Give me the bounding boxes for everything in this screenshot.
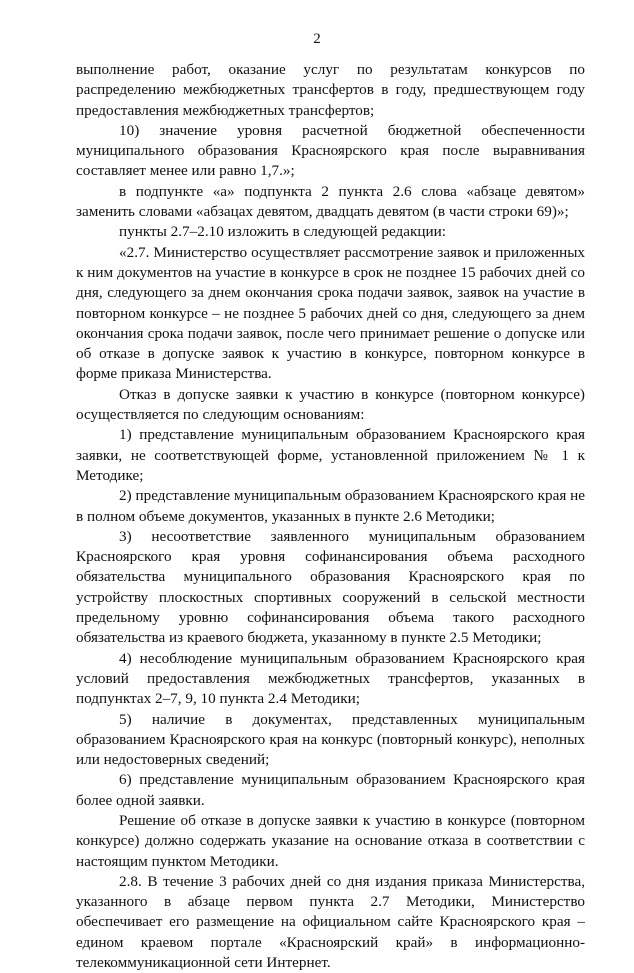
paragraph-2-8: 2.8. В течение 3 рабочих дней со дня издания приказа Министерства, указанного в абзаце первом пункта 2.7 Методики, Министерство обеспечивает его размещение на официальном сайте Красноярского края – едином краевом портале «Красноярский край» в информационно-телекоммуникационной сети Интернет. [76,872,585,972]
paragraph-ground-3: 3) несоответствие заявленного муниципальным образованием Красноярского края уровня софинансирования объема расходного обязательства муниципального образования Красноярского края по устройству плоскостных спортивных сооружений в сельской местности предельному уровню софинансирования объема такого расходного обязательства из краевого бюджета, указанному в пункте 2.5 Методики; [76,527,585,647]
paragraph-subpoint-a: в подпункте «а» подпункта 2 пункта 2.6 слова «абзаце девятом» заменить словами «абзацах девятом, двадцать девятом (в части строки 69)»; [76,182,585,221]
paragraph-ground-5: 5) наличие в документах, представленных муниципальным образованием Красноярского края на конкурс (повторный конкурс), неполных или недостоверных сведений; [76,710,585,769]
paragraph-refusal-decision: Решение об отказе в допуске заявки к участию в конкурсе (повторном конкурсе) должно содержать указание на основание отказа в соответствии с настоящим пунктом Методики. [76,811,585,870]
paragraph-continuation: выполнение работ, оказание услуг по результатам конкурсов по распределению межбюджетных трансфертов в году, предшествующем году предоставления межбюджетных трансфертов; [76,61,585,119]
paragraph-2-7: «2.7. Министерство осуществляет рассмотрение заявок и приложенных к ним документов на участие в конкурсе в срок не позднее 15 рабочих дней со дня, следующего за днем окончания срока подачи заявок, заявок на участие в повторном конкурсе – не позднее 5 рабочих дней со дня, следующего за днем окончания срока подачи заявок, после чего принимает решение о допуске или об отказе в допуске заявок к участию в конкурсе, повторном конкурсе в форме приказа Министерства. [76,243,585,383]
paragraph-points-intro: пункты 2.7–2.10 изложить в следующей редакции: [119,223,446,241]
paragraph-refusal-grounds: Отказ в допуске заявки к участию в конкурсе (повторном конкурсе) осуществляется по следующим основаниям: [76,385,585,424]
paragraph-ground-1: 1) представление муниципальным образованием Красноярского края заявки, не соответствующей форме, установленной приложением № 1 к Методике; [76,426,585,484]
paragraph-item-10: 10) значение уровня расчетной бюджетной обеспеченности муниципального образования Красноярского края после выравнивания составляет менее или равно 1,7.»; [76,121,585,180]
paragraph-ground-4: 4) несоблюдение муниципальным образованием Красноярского края условий предоставления межбюджетных трансфертов, указанных в подпунктах 2–7, 9, 10 пункта 2.4 Методики; [76,649,585,708]
page-number: 2 [313,31,321,47]
paragraph-ground-6: 6) представление муниципальным образованием Красноярского края более одной заявки. [76,771,585,809]
document-body [76,60,585,973]
paragraph-ground-2: 2) представление муниципальным образованием Красноярского края не в полном объеме документов, указанных в пункте 2.6 Методики; [76,487,585,525]
